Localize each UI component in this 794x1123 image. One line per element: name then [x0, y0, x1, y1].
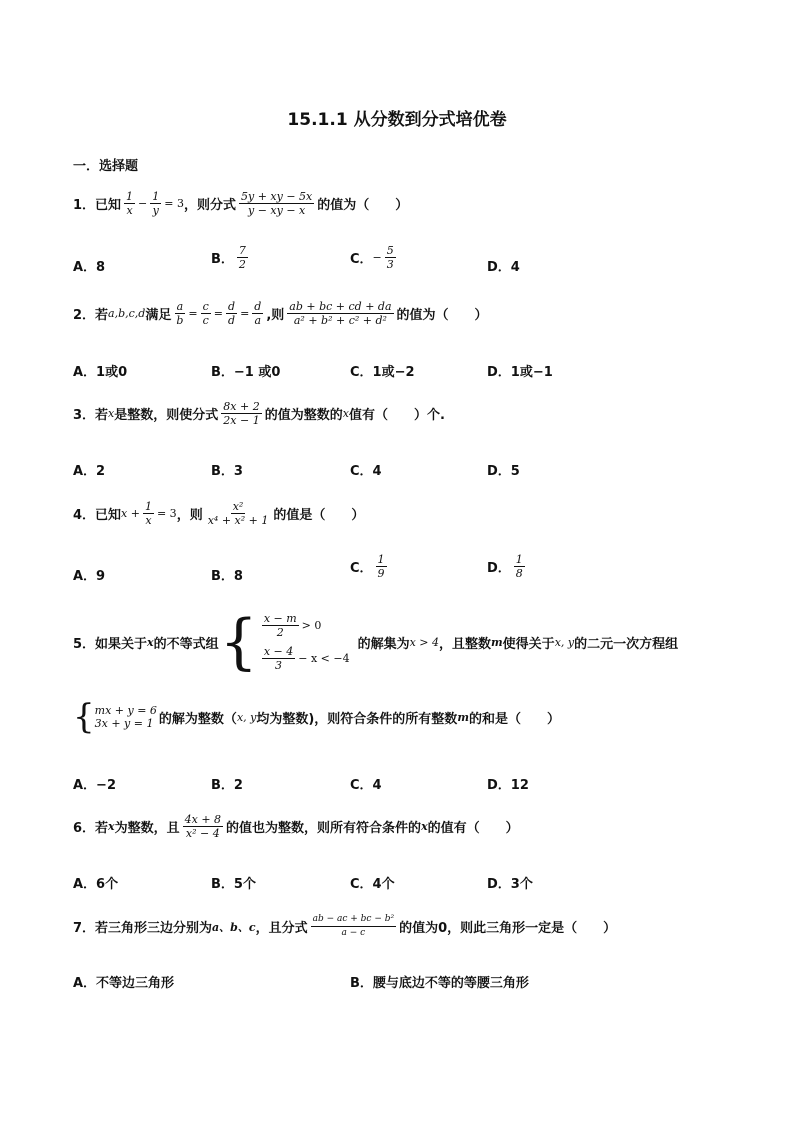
q1-option-b: B． $\frac{7}{2}$ — [211, 244, 246, 271]
q3-option-c: C．4 — [350, 464, 382, 479]
q3-option-b: B．3 — [211, 464, 243, 479]
q6-option-a: A．6个 — [73, 877, 119, 892]
q7-option-a: A．不等边三角形 — [73, 976, 175, 991]
q7-option-b: B．腰与底边不等的等腰三角形 — [350, 976, 529, 991]
q5-option-b: B．2 — [211, 778, 243, 793]
section-heading: 一．选择题 — [73, 159, 139, 174]
q1-option-c: C． − $\frac{5}{3}$ — [350, 244, 394, 271]
q4-option-b: B．8 — [211, 569, 243, 584]
q1-frac-1y: $\frac{1}{y}$ — [152, 190, 160, 217]
question-1: 1．已知 $\frac{1}{x}$ − $\frac{1}{y}$ = 3 ，则分式 $\frac{5y + xy - 5x}{y - xy - x}$ 的值为（ ） — [73, 190, 409, 217]
question-7: 7．若三角形三边分别为 a、b、c ，且分式 $\frac{\text{ab − ac + bc − b²}}{a - c}$ 的值为0，则此三角形一定是（ ） — [73, 914, 617, 938]
q2-target-fraction: $\frac{ab + bc + cd + da}{\text{a² + b² + c² + d²}}$ — [289, 300, 392, 327]
q2-option-d: D．1或−1 — [487, 365, 553, 380]
q2-option-c: C．1或−2 — [350, 365, 415, 380]
q2-option-a: A．1或0 — [73, 365, 128, 380]
q6-option-c: C．4个 — [350, 877, 395, 892]
q1-target-fraction: $\frac{5y + xy - 5x}{y - xy - x}$ — [241, 190, 313, 217]
question-5-line-2: { mx + y = 6 3x + y = 1 的解为整数（ x, y 均为整数)，则符合条件的所有整数 m 的和是（ ） — [73, 697, 560, 737]
q4-option-a: A．9 — [73, 569, 106, 584]
q5-option-d: D．12 — [487, 778, 529, 793]
q1-label: 1．已知 — [73, 198, 122, 213]
q1-option-d: D．4 — [487, 260, 520, 275]
question-5: 5．如果关于 x 的不等式组 { $\frac{x - m}{2}$ > 0 $\frac{x - 4}{3}$ − x < −4 的解集为 x > 4 ，且整数 m 使得关于 x, y 的二元一次方程组 — [73, 607, 679, 677]
q2-option-b: B．−1 或0 — [211, 365, 281, 380]
q6-option-b: B．5个 — [211, 877, 256, 892]
q1-option-a: A．8 — [73, 260, 106, 275]
question-4: 4．已知 x + $\frac{1}{x}$ = 3 ，则 $\frac{\text{x²}}{\text{x⁴ + x² + 1}}$ 的值是（ ） — [73, 500, 365, 527]
q3-option-d: D．5 — [487, 464, 520, 479]
page-title: 15.1.1 从分数到分式培优卷 — [287, 110, 507, 130]
q6-option-d: D．3个 — [487, 877, 533, 892]
q5-option-a: A．−2 — [73, 778, 116, 793]
q5-option-c: C．4 — [350, 778, 382, 793]
question-6: 6．若 x 为整数，且 $\frac{4x + 8}{\text{x² − 4}}$ 的值也为整数，则所有符合条件的 x 的值有（ ） — [73, 813, 519, 840]
q4-option-c: C． $\frac{1}{9}$ — [350, 553, 385, 580]
question-3: 3．若 x 是整数，则使分式 $\frac{8x + 2}{2x - 1}$ 的值为整数的 x 值有（ ）个. — [73, 400, 445, 427]
q1-frac-1x: $\frac{1}{x}$ — [126, 190, 134, 217]
q4-option-d: D． $\frac{1}{8}$ — [487, 553, 523, 580]
q3-option-a: A．2 — [73, 464, 106, 479]
question-2: 2．若 a,b,c,d 满足 $\frac{a}{b}$ = $\frac{c}{c}$ = $\frac{d}{d}$ = $\frac{d}{a}$ ,则 $\frac{ab + bc + cd + da}{\text{a² + b² + c² + d²}}$ 的值为（ ） — [73, 300, 488, 327]
